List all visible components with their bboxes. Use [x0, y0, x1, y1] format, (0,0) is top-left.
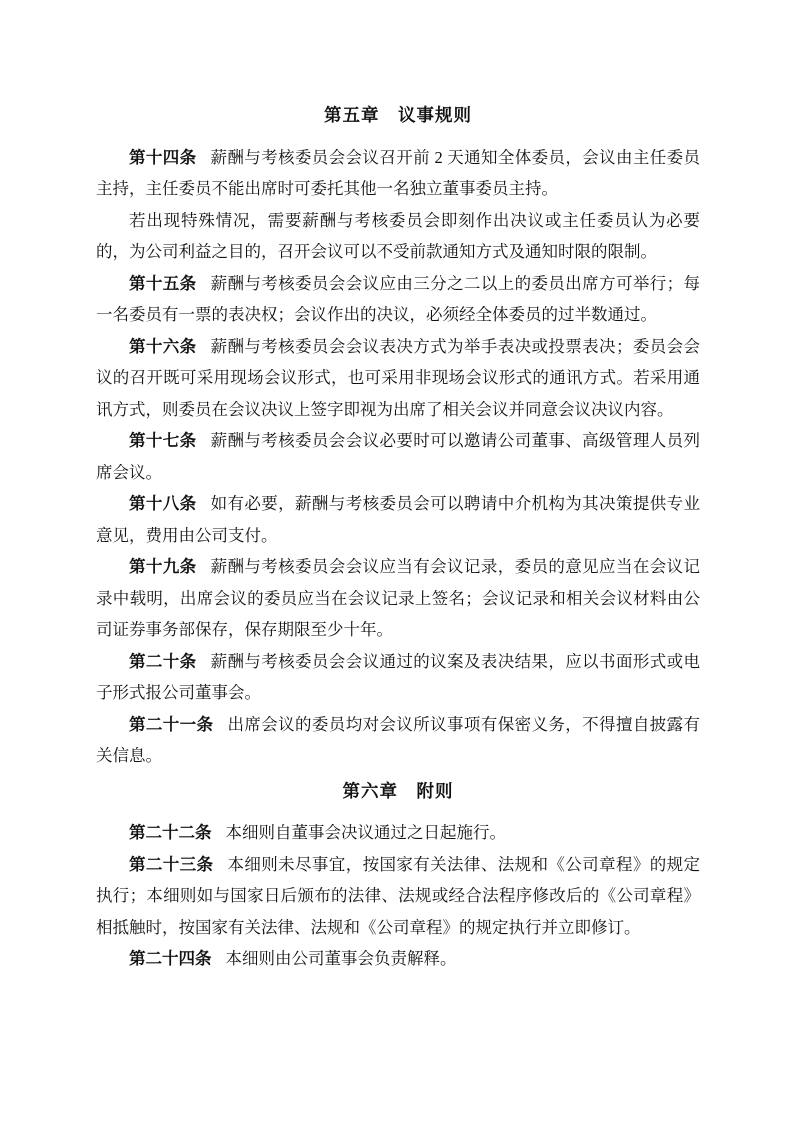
article-21-number: 第二十一条 — [129, 714, 214, 734]
article-18 — [96, 488, 700, 551]
article-14-continuation — [96, 205, 700, 268]
article-18-text: 如有必要，薪酬与考核委员会可以聘请中介机构为其决策提供专业意见，费用由公司支付。 — [96, 494, 701, 545]
article-19 — [96, 551, 700, 646]
article-15-text: 薪酬与考核委员会会议应由三分之二以上的委员出席方可举行；每一名委员有一票的表决权；会议作出的决议，必须经全体委员的过半数通过。 — [96, 273, 701, 324]
article-23 — [96, 849, 700, 944]
article-22-number: 第二十二条 — [129, 823, 212, 842]
article-19-number: 第十九条 — [129, 557, 197, 576]
article-16-text: 薪酬与考核委员会会议表决方式为举手表决或投票表决；委员会会议的召开既可采用现场会议形式，也可采用非现场会议形式的通讯方式。若采用通讯方式，则委员在会议决议上签字即视为出席了相关会议并同意会议决议内容。 — [96, 336, 701, 419]
article-17 — [96, 425, 700, 488]
article-16 — [96, 331, 700, 426]
chapter-6-heading: 第六章 附则 — [342, 780, 454, 801]
article-21 — [96, 709, 700, 772]
article-19-text: 薪酬与考核委员会会议应当有会议记录，委员的意见应当在会议记录中载明，出席会议的委员应当在会议记录上签名；会议记录和相关会议材料由公司证券事务部保存，保存期限至少十年。 — [96, 557, 701, 639]
article-23-number: 第二十三条 — [129, 854, 214, 874]
article-22-text: 本细则自董事会决议通过之日起施行。 — [225, 823, 507, 842]
article-20 — [96, 646, 700, 709]
article-14 — [96, 142, 700, 205]
article-22 — [96, 817, 700, 849]
article-16-number: 第十六条 — [129, 336, 197, 356]
article-20-number: 第二十条 — [129, 651, 197, 671]
article-14-continuation-text: 若出现特殊情况，需要薪酬与考核委员会即刻作出决议或主任委员认为必要的，为公司利益之目的，召开会议可以不受前款通知方式及通知时限的限制。 — [96, 210, 700, 261]
article-14-text: 薪酬与考核委员会会议召开前 2 天通知全体委员，会议由主任委员主持，主任委员不能出席时可委托其他一名独立董事委员主持。 — [96, 147, 701, 198]
article-23-text: 本细则未尽事宜，按国家有关法律、法规和《公司章程》的规定执行；本细则如与国家日后颁布的法律、法规或经合法程序修改后的《公司章程》相抵触时，按国家有关法律、法规和《公司章程》的规定执行并立即修订。 — [96, 854, 701, 937]
article-24-number: 第二十四条 — [129, 949, 212, 968]
article-20-text: 薪酬与考核委员会会议通过的议案及表决结果，应以书面形式或电子形式报公司董事会。 — [96, 651, 701, 702]
chapter-5-heading: 第五章 议事规则 — [324, 105, 472, 125]
article-24-text: 本细则由公司董事会负责解释。 — [225, 949, 457, 968]
article-14-number: 第十四条 — [129, 147, 197, 167]
article-17-text: 薪酬与考核委员会会议必要时可以邀请公司董事、高级管理人员列席会议。 — [96, 431, 701, 482]
article-15-number: 第十五条 — [129, 273, 197, 293]
article-17-number: 第十七条 — [129, 431, 197, 450]
article-24 — [96, 943, 700, 975]
article-21-text: 出席会议的委员均对会议所议事项有保密义务，不得擅自披露有关信息。 — [96, 714, 701, 765]
article-15 — [96, 268, 700, 331]
article-18-number: 第十八条 — [129, 494, 197, 513]
